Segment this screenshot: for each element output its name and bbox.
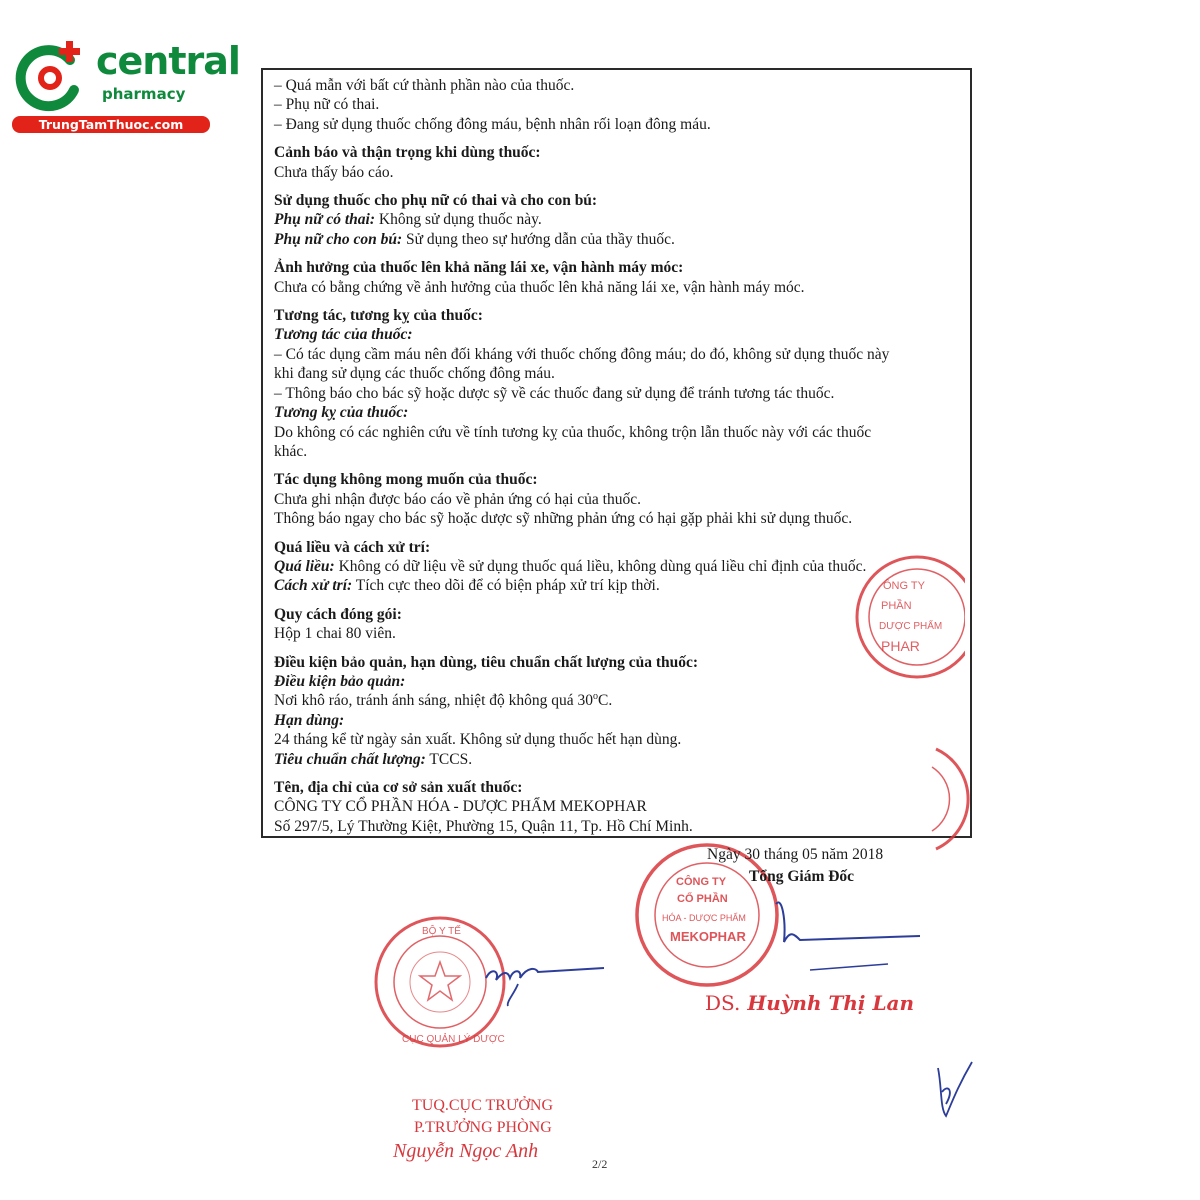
authority-name: Nguyễn Ngọc Anh [393, 1140, 539, 1162]
shelf-life-text: 24 tháng kể từ ngày sản xuất. Không sử dụng thuốc hết hạn dùng. [274, 731, 682, 749]
section-heading: Tác dụng không mong muốn của thuốc: [274, 471, 538, 489]
contraindication-item: – Đang sử dụng thuốc chống đông máu, bệnh nhân rối loạn đông máu. [274, 115, 711, 133]
treatment-label: Cách xử trí: [274, 577, 353, 595]
svg-text:DƯỢC PHẨM: DƯỢC PHẨM [879, 621, 943, 632]
contraindication-item: – Phụ nữ có thai. [274, 96, 380, 114]
authority-title: TUQ.CỤC TRƯỞNG [412, 1097, 554, 1114]
section-text: Chưa ghi nhận được báo cáo về phản ứng có hại của thuốc. [274, 490, 641, 508]
section-manufacturer [274, 778, 964, 836]
central-pharmacy-logo [10, 38, 240, 138]
incompatibility-line: Do không có các nghiên cứu về tính tương kỵ của thuốc, không trộn lẫn thuốc này với các thuốc [274, 423, 872, 441]
subheading-incompatibility: Tương kỵ của thuốc: [274, 404, 409, 422]
company-stamp-line3: HÓA - DƯỢC PHẨM [662, 913, 746, 923]
section-heading: Điều kiện bảo quản, hạn dùng, tiêu chuẩn chất lượng của thuốc: [274, 653, 699, 671]
treatment-text: Tích cực theo dõi để có biện pháp xử trí kịp thời. [352, 577, 660, 595]
section-pregnancy [274, 191, 964, 249]
quality-standard-label: Tiêu chuẩn chất lượng: [274, 750, 426, 768]
ministry-stamp-top: BỘ Y TẾ [422, 926, 461, 937]
pregnancy-text: Không sử dụng thuốc này. [375, 211, 542, 229]
incompatibility-line: khác. [274, 442, 308, 460]
ministry-signature [478, 948, 613, 1010]
section-warnings [274, 143, 964, 182]
pharmacist-name [705, 991, 914, 1015]
company-stamp-partial [855, 545, 965, 695]
manufacturer-name: CÔNG TY CỔ PHẦN HÓA - DƯỢC PHẨM MEKOPHAR [274, 798, 647, 816]
section-driving [274, 258, 964, 297]
initial-signature [932, 1058, 976, 1120]
quality-standard-line [274, 750, 964, 769]
breastfeeding-label: Phụ nữ cho con bú: [274, 230, 403, 248]
overdose-text: Không có dữ liệu về sử dụng thuốc quá liều, không dùng quá liều chỉ định của thuốc. [334, 557, 867, 575]
document-frame [261, 68, 972, 838]
section-heading: Cảnh báo và thận trọng khi dùng thuốc: [274, 144, 541, 162]
interaction-line: khi đang sử dụng các thuốc chống đông máu. [274, 365, 555, 383]
pregnancy-line [274, 210, 964, 229]
section-heading: Sử dụng thuốc cho phụ nữ có thai và cho con bú: [274, 192, 598, 210]
section-heading: Ảnh hưởng của thuốc lên khả năng lái xe, vận hành máy móc: [274, 259, 684, 277]
signing-date: Ngày 30 tháng 05 năm 2018 [707, 846, 884, 863]
contraindication-item: – Quá mẫn với bất cứ thành phần nào của thuốc. [274, 77, 575, 94]
contraindication-list [274, 76, 964, 134]
stamp-arc-partial [930, 745, 970, 855]
section-adverse-effects [274, 470, 964, 528]
company-stamp-line4: MEKOPHAR [670, 929, 746, 944]
section-heading: Tương tác, tương kỵ của thuốc: [274, 307, 483, 325]
section-text: Chưa thấy báo cáo. [274, 163, 394, 181]
authority-subtitle: P.TRƯỞNG PHÒNG [414, 1119, 552, 1136]
pharmacy-cross-logo-icon [12, 38, 90, 116]
storage-unit: C. [598, 692, 613, 710]
breastfeeding-line [274, 230, 964, 249]
degree-sign: o [593, 691, 598, 703]
document-body [274, 76, 964, 836]
company-stamp-line1: CÔNG TY [676, 876, 727, 888]
section-heading: Quá liều và cách xử trí: [274, 538, 431, 556]
logo-subtitle: pharmacy [102, 85, 186, 103]
director-signature [770, 890, 930, 980]
subheading-interactions: Tương tác của thuốc: [274, 326, 413, 344]
subheading-shelf-life: Hạn dùng: [274, 711, 345, 729]
section-text: Chưa có bằng chứng về ảnh hưởng của thuốc lên khả năng lái xe, vận hành máy móc. [274, 278, 805, 296]
interaction-line: – Thông báo cho bác sỹ hoặc dược sỹ về các thuốc đang sử dụng để tránh tương tác thuốc. [274, 384, 835, 402]
svg-text:PHAR: PHAR [881, 638, 920, 654]
logo-url-badge[interactable]: TrungTamThuoc.com [12, 116, 210, 133]
quality-standard-text: TCCS. [425, 750, 473, 768]
breastfeeding-text: Sử dụng theo sự hướng dẫn của thầy thuốc. [402, 230, 675, 248]
pharmacist-signature-name: Huỳnh Thị Lan [740, 991, 915, 1015]
interaction-line: – Có tác dụng cầm máu nên đối kháng với thuốc chống đông máu; do đó, không sử dụng thuốc này [274, 345, 890, 363]
section-heading: Tên, địa chỉ của cơ sở sản xuất thuốc: [274, 779, 523, 796]
company-stamp-line2: CỔ PHẦN [677, 893, 728, 905]
subheading-storage: Điều kiện bảo quản: [274, 672, 406, 690]
ministry-stamp-bottom: CỤC QUẢN LÝ DƯỢC [402, 1034, 505, 1045]
svg-text:PHẦN: PHẦN [881, 600, 912, 612]
section-text: Thông báo ngay cho bác sỹ hoặc dược sỹ những phản ứng có hại gặp phải khi sử dụng thuốc. [274, 510, 853, 528]
page-number: 2/2 [592, 1157, 608, 1171]
storage-text: Nơi khô ráo, tránh ánh sáng, nhiệt độ không quá 30 [274, 692, 593, 710]
svg-text:ÔNG TY: ÔNG TY [883, 580, 925, 592]
pregnancy-label: Phụ nữ có thai: [274, 211, 376, 229]
pharmacist-prefix: DS. [705, 991, 741, 1015]
section-text: Hộp 1 chai 80 viên. [274, 625, 396, 643]
overdose-label: Quá liều: [274, 557, 335, 575]
section-interactions [274, 306, 964, 461]
section-heading: Quy cách đóng gói: [274, 605, 402, 623]
director-title: Tổng Giám Đốc [749, 868, 855, 885]
logo-name: central [96, 39, 240, 83]
manufacturer-address: Số 297/5, Lý Thường Kiệt, Phường 15, Quận 11, Tp. Hồ Chí Minh. [274, 817, 693, 835]
